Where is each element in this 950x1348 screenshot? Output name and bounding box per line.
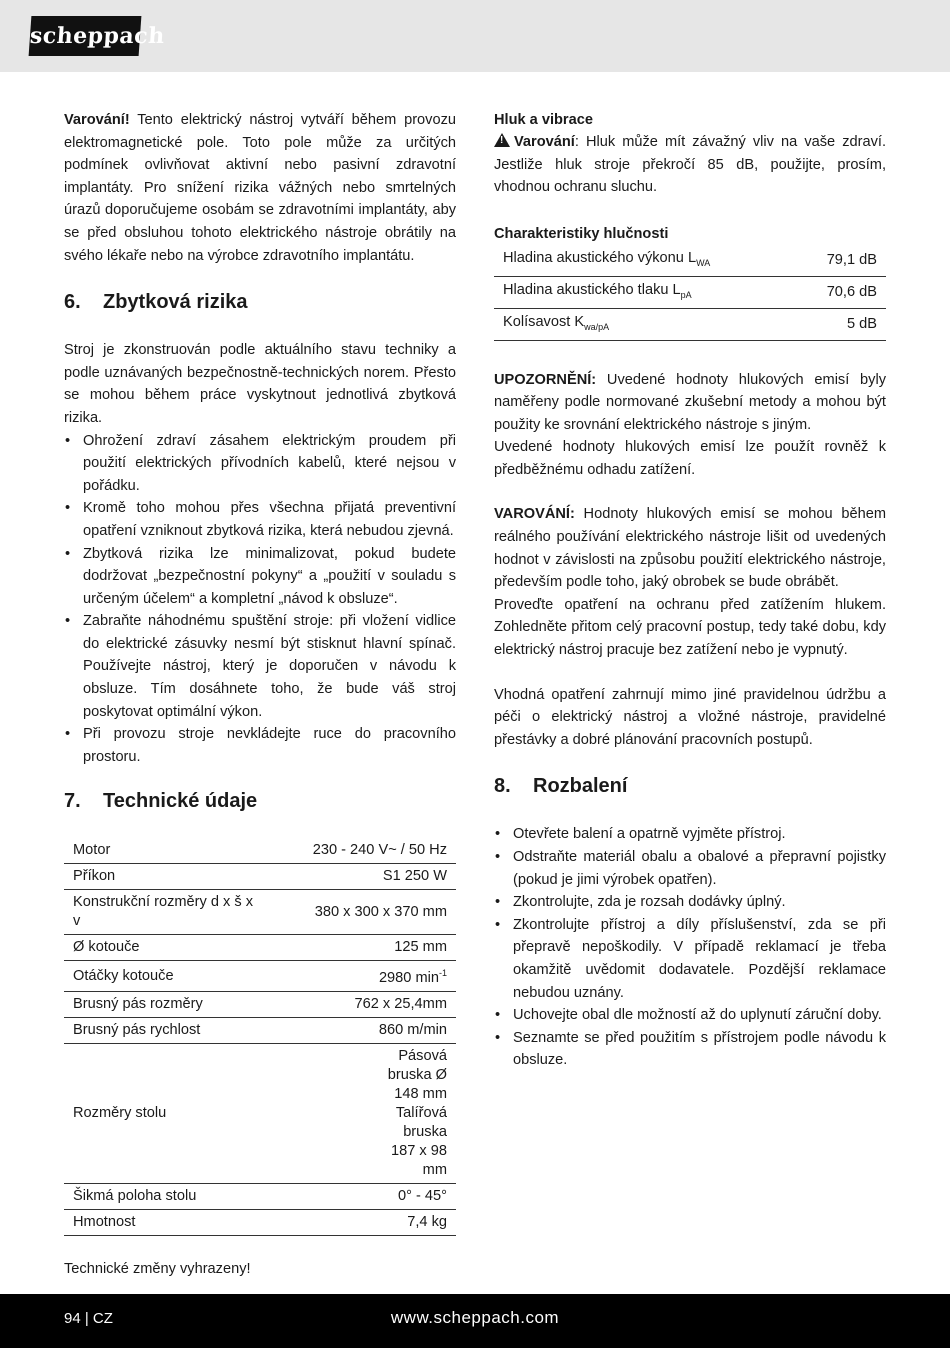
emf-warning-text: Tento elektrický nástroj vytváří během provozu elektromagnetické pole. Toto pole může za určitých podmínek ovlivňovat aktivní nebo pasivní zdravotní implantáty. Pro snížení rizika vážných nebo smrtelných úrazů doporučujeme osobám se zdravotními implantáty, aby se před obsluhou tohoto elektrického nástroje obrátily na svého lékaře nebo na výrobce zdravotního implantátu. — [64, 112, 456, 264]
row-value: Pásová bruska Ø 148 mm Talířová bruska 187 x 98 mm — [272, 1044, 456, 1184]
section-8-heading — [494, 773, 886, 799]
table-row — [64, 1044, 456, 1184]
left-column — [64, 109, 456, 1281]
unpacking-list — [494, 823, 886, 1072]
row-label: Konstrukční rozměry d x š x v — [64, 890, 272, 935]
protection-measures-paragraph: Proveďte opatření na ochranu před zatížením hlukem. Zohledněte přitom celý pracovní postup, tedy také dobu, kdy elektrický nástroj pracuje bez zatížení nebo je vypnutý. — [494, 596, 886, 659]
table-row — [64, 935, 456, 961]
row-value — [272, 961, 456, 992]
speed-value: 2980 min — [378, 970, 439, 987]
noise-characteristics-table — [494, 245, 886, 341]
list-item: • Ohrožení zdraví zásahem elektrickým proudem při použití elektrických přívodních kabelů, které nejsou v pořádku. — [64, 430, 456, 498]
notice-text: Uvedené hodnoty hlukových emisí byly naměřeny podle normované zkušební metody a mohou být použity ke srovnání elektrického nástroje s jiným. — [494, 371, 886, 433]
table-row — [494, 276, 886, 308]
section-6-heading — [64, 289, 456, 315]
list-item: • Otevřete balení a opatrně vyjměte přístroj. — [494, 823, 886, 846]
list-item: • Zkontrolujte, zda je rozsah dodávky úplný. — [494, 891, 886, 914]
row-label: Brusný pás rozměry — [64, 992, 272, 1018]
row-label: Šikmá poloha stolu — [64, 1184, 272, 1210]
emission-warning-text: Hodnoty hlukových emisí se mohou během reálného používání elektrického nástroje lišit od uvedených hodnot v závislosti na způsobu použití elektrického nástroje, především podle toho, jaký obrobek se bude obrábět. — [494, 506, 886, 591]
section-7-number: 7. — [64, 790, 81, 813]
section-8-number: 8. — [494, 775, 511, 798]
notice-paragraph — [494, 369, 886, 437]
row-label-subscript: wa/pA — [584, 321, 610, 332]
website-url: www.scheppach.com — [390, 1308, 560, 1327]
row-label-text: Kolísavost K — [503, 313, 585, 330]
row-label-subscript: WA — [696, 257, 711, 268]
list-item: • Seznamte se před použitím s přístrojem podle návodu k obsluze. — [494, 1027, 886, 1072]
table-row — [64, 864, 456, 890]
row-label — [494, 308, 795, 340]
row-label: Rozměry stolu — [64, 1044, 272, 1184]
table-row — [64, 1210, 456, 1236]
header-bar — [0, 0, 950, 72]
row-label: Motor — [64, 838, 272, 864]
row-value: 79,1 dB — [795, 245, 886, 276]
footer-bar — [0, 1294, 950, 1348]
row-value: 762 x 25,4mm — [272, 992, 456, 1018]
row-label — [494, 276, 795, 308]
list-item: • Kromě toho mohou přes všechna přijatá preventivní opatření vzniknout zbytková rizika, která nebudou zjevná. — [64, 497, 456, 542]
table-row — [64, 890, 456, 935]
section-8-title: Rozbalení — [533, 775, 628, 798]
table-row — [64, 1018, 456, 1044]
table-row — [64, 992, 456, 1018]
emission-warning-paragraph — [494, 503, 886, 593]
row-label: Příkon — [64, 864, 272, 890]
row-value: 70,6 dB — [795, 276, 886, 308]
table-row — [494, 245, 886, 276]
list-item: • Zkontrolujte přístroj a díly příslušenství, zda se při přepravě nepoškodily. V případě reklamací je třeba okamžitě uvědomit dodavatele. Pozdější reklamace nebudou uznány. — [494, 914, 886, 1004]
row-value: 0° - 45° — [272, 1184, 456, 1210]
emf-warning-paragraph — [64, 109, 456, 267]
section-7-heading — [64, 788, 456, 814]
row-value: 125 mm — [272, 935, 456, 961]
row-label: Brusný pás rychlost — [64, 1018, 272, 1044]
row-value: 230 - 240 V~ / 50 Hz — [272, 838, 456, 864]
list-item: • Zbytková rizika lze minimalizovat, pokud budete dodržovat „bezpečnostní pokyny“ a „použití v souladu s určeným účelem“ a kompletní „návod k obsluze“. — [64, 543, 456, 611]
warning-triangle-icon — [494, 133, 510, 147]
notice-paragraph-2: Uvedené hodnoty hlukových emisí lze použít rovněž k předběžnému odhadu zatížení. — [494, 439, 886, 478]
noise-characteristics-heading: Charakteristiky hlučnosti — [494, 225, 669, 242]
right-column — [494, 109, 886, 1072]
row-value: 380 x 300 x 370 mm — [272, 890, 456, 935]
noise-warning-text: : Hluk může mít závažný vliv na vaše zdraví. Jestliže hluk stroje překročí 85 dB, použijte, prosím, vhodnou ochranu sluchu. — [494, 134, 886, 196]
noise-warning-label: Varování — [514, 134, 575, 150]
speed-unit-exponent: -1 — [438, 968, 447, 979]
row-value: 7,4 kg — [272, 1210, 456, 1236]
emf-warning-label: Varování! — [64, 112, 130, 128]
section-6-number: 6. — [64, 291, 81, 314]
row-label-text: Hladina akustického tlaku L — [503, 281, 681, 298]
row-value: 5 dB — [795, 308, 886, 340]
page-number: 94 | CZ — [64, 1310, 113, 1327]
row-value: S1 250 W — [272, 864, 456, 890]
section-6-title: Zbytková rizika — [103, 291, 248, 314]
row-label-text: Hladina akustického výkonu L — [503, 249, 697, 266]
noise-warning-paragraph — [494, 131, 886, 199]
row-label — [494, 245, 795, 276]
emission-warning-label: VAROVÁNÍ: — [494, 506, 575, 523]
technical-changes-note: Technické změny vyhrazeny! — [64, 1261, 251, 1278]
scheppach-logo: scheppach — [29, 16, 142, 56]
list-item: • Zabraňte náhodnému spuštění stroje: při vložení vidlice do elektrické zásuvky nesmí být stisknut hlavní spínač. Používejte nástroj, který je doporučen v návodu k obsluze. Tím dosáhnete toho, že bude váš stroj poskytovat optimální výkon. — [64, 610, 456, 723]
list-item: • Při provozu stroje nevkládejte ruce do pracovního prostoru. — [64, 723, 456, 768]
table-row — [64, 961, 456, 992]
noise-vibration-heading: Hluk a vibrace — [494, 112, 593, 128]
list-item: • Uchovejte obal dle možností až do uplynutí záruční doby. — [494, 1004, 886, 1027]
row-label: Otáčky kotouče — [64, 961, 272, 992]
row-label-subscript: pA — [680, 289, 692, 300]
residual-risks-intro: Stroj je zkonstruován podle aktuálního stavu techniky a podle uznávaných bezpečnostně-technických norem. Přesto se mohou během práce vyskytnout jednotlivá zbytková rizika. — [64, 342, 456, 426]
list-item: • Odstraňte materiál obalu a obalové a přepravní pojistky (pokud je jimi výrobek opatřen). — [494, 846, 886, 891]
row-value: 860 m/min — [272, 1018, 456, 1044]
row-label: Hmotnost — [64, 1210, 272, 1236]
table-row — [64, 1184, 456, 1210]
residual-risks-list — [64, 430, 456, 769]
table-row — [64, 838, 456, 864]
suitable-measures-paragraph: Vhodná opatření zahrnují mimo jiné pravidelnou údržbu a péči o elektrický nástroj a vložné nástroje, pravidelné přestávky a dobré plánování pracovních postupů. — [494, 686, 886, 748]
row-label: Ø kotouče — [64, 935, 272, 961]
table-row — [494, 308, 886, 340]
section-7-title: Technické údaje — [103, 790, 258, 813]
technical-data-table — [64, 838, 456, 1236]
notice-label: UPOZORNĚNÍ: — [494, 371, 597, 388]
